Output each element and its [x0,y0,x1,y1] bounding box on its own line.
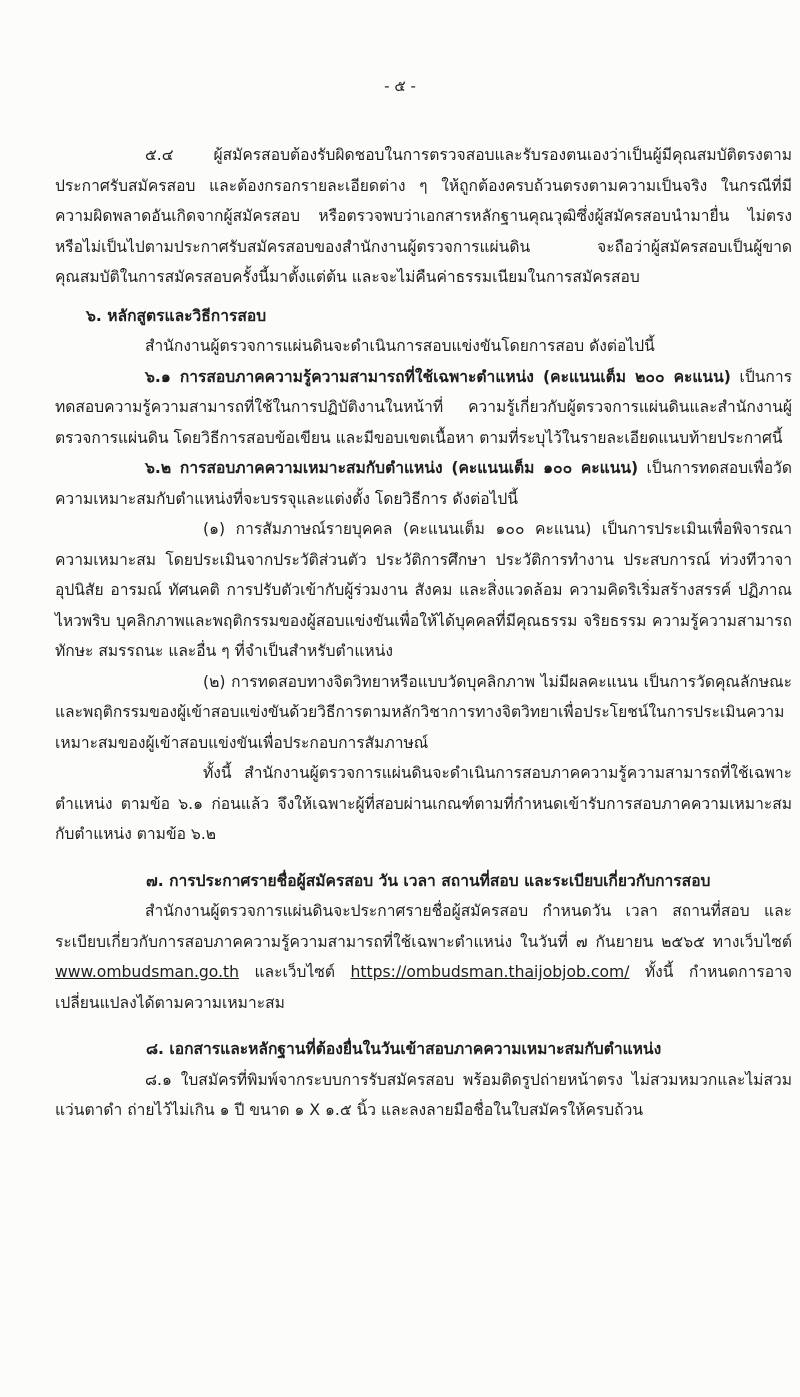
section-7-body-middle: และเว็บไซต์ [239,963,351,981]
section-7-body [55,896,792,1018]
section-7-body-after: ทั้งนี้ กำหนดการอาจเปลี่ยนแปลงได้ตามความเหมาะสม [55,963,792,1012]
section-6-heading: ๖. หลักสูตรและวิธีการสอบ [86,306,267,325]
document-body [55,140,792,1126]
section-7-heading: ๗. การประกาศรายชื่อผู้สมัครสอบ วัน เวลา สถานที่สอบ และระเบียบเกี่ยวกับการสอบ [146,871,711,890]
section-7-body-before: สำนักงานผู้ตรวจการแผ่นดินจะประกาศรายชื่อผู้สมัครสอบ กำหนดวัน เวลา สถานที่สอบ และระเบียบเกี่ยวกับการสอบภาคความรู้ความสามารถที่ใช้เฉพาะตำแหน่ง ในวันที่ ๗ กันยายน ๒๕๖๕ ทางเว็บไซต์ [55,902,792,951]
thaijobjob-website-link[interactable]: https://ombudsman.thaijobjob.com/ [350,963,630,981]
section-6-intro: สำนักงานผู้ตรวจการแผ่นดินจะดำเนินการสอบแข่งขันโดยการสอบ ดังต่อไปนี้ [145,337,655,355]
item-6-2 [55,453,792,514]
item-6-2-sub-2: (๒) การทดสอบทางจิตวิทยาหรือแบบวัดบุคลิกภาพ ไม่มีผลคะแนน เป็นการวัดคุณลักษณะและพฤติกรรมของผู้เข้าสอบแข่งขันด้วยวิธีการตามหลักวิชาการทางจิตวิทยาเพื่อประโยชน์ในการประเมินความเหมาะสมของผู้เข้าสอบแข่งขันเพื่อประกอบการสัมภาษณ์ [55,672,792,752]
section-6-closing: ทั้งนี้ สำนักงานผู้ตรวจการแผ่นดินจะดำเนินการสอบภาคความรู้ความสามารถที่ใช้เฉพาะตำแหน่ง ตามข้อ ๖.๑ ก่อนแล้ว จึงให้เฉพาะผู้ที่สอบผ่านเกณฑ์ตามที่กำหนดเข้ารับการสอบภาคความเหมาะสมกับตำแหน่ง ตามข้อ ๖.๒ [55,764,792,843]
section-8-heading: ๘. เอกสารและหลักฐานที่ต้องยื่นในวันเข้าสอบภาคความเหมาะสมกับตำแหน่ง [146,1040,662,1058]
ombudsman-website-link[interactable]: www.ombudsman.go.th [55,963,240,981]
item-6-1-heading: ๖.๑ การสอบภาคความรู้ความสามารถที่ใช้เฉพาะตำแหน่ง (คะแนนเต็ม ๒๐๐ คะแนน) [145,367,731,386]
page-number: - ๕ - [384,77,416,95]
item-6-1-body: เป็นการทดสอบความรู้ความสามารถที่ใช้ในการปฏิบัติงานในหน้าที่ ความรู้เกี่ยวกับผู้ตรวจการแผ่นดินและสำนักงานผู้ตรวจการแผ่นดิน โดยวิธีการสอบข้อเขียน และมีขอบเขตเนื้อหา ตามที่ระบุไว้ในรายละเอียดแนบท้ายประกาศนี้ [55,367,792,447]
item-8-1: ๘.๑ ใบสมัครที่พิมพ์จากระบบการรับสมัครสอบ พร้อมติดรูปถ่ายหน้าตรง ไม่สวมหมวกและไม่สวมแว่นตาดำ ถ่ายไว้ไม่เกิน ๑ ปี ขนาด ๑ X ๑.๕ นิ้ว และลงลายมือชื่อในใบสมัครให้ครบถ้วน [55,1070,792,1119]
item-6-2-sub-1: (๑) การสัมภาษณ์รายบุคคล (คะแนนเต็ม ๑๐๐ คะแนน) เป็นการประเมินเพื่อพิจารณาความเหมาะสม โดยประเมินจากประวัติส่วนตัว ประวัติการศึกษา ประวัติการทำงาน ประสบการณ์ ท่วงทีวาจา อุปนิสัย อารมณ์ ทัศนคติ การปรับตัวเข้ากับผู้ร่วมงาน สังคม และสิ่งแวดล้อม ความคิดริเริ่มสร้างสรรค์ ปฏิภาณ ไหวพริบ บุคลิกภาพและพฤติกรรมของผู้สอบแข่งขันเพื่อให้ได้บุคคลที่มีคุณธรรม จริยธรรม ความรู้ความสามารถ ทักษะ สมรรถนะ และอื่น ๆ ที่จำเป็นสำหรับตำแหน่ง [55,520,792,660]
item-6-2-body: เป็นการทดสอบเพื่อวัดความเหมาะสมกับตำแหน่งที่จะบรรจุและแต่งตั้ง โดยวิธีการ ดังต่อไปนี้ [55,459,792,508]
item-6-2-heading: ๖.๒ การสอบภาคความเหมาะสมกับตำแหน่ง (คะแนนเต็ม ๑๐๐ คะแนน) [145,459,639,477]
clause-5-4: ๕.๔ ผู้สมัครสอบต้องรับผิดชอบในการตรวจสอบและรับรองตนเองว่าเป็นผู้มีคุณสมบัติตรงตามประกาศรับสมัครสอบ และต้องกรอกรายละเอียดต่าง ๆ ให้ถูกต้องครบถ้วนตรงตามความเป็นจริง ในกรณีที่มีความผิดพลาดอันเกิดจากผู้สมัครสอบ หรือตรวจพบว่าเอกสารหลักฐานคุณวุฒิซึ่งผู้สมัครสอบนำมายื่น ไม่ตรงหรือไม่เป็นไปตามประกาศรับสมัครสอบของสำนักงานผู้ตรวจการแผ่นดิน จะถือว่าผู้สมัครสอบเป็นผู้ขาดคุณสมบัติในการสมัครสอบครั้งนี้มาตั้งแต่ต้น และจะไม่คืนค่าธรรมเนียมในการสมัครสอบ [55,146,792,286]
item-6-1 [55,362,792,454]
